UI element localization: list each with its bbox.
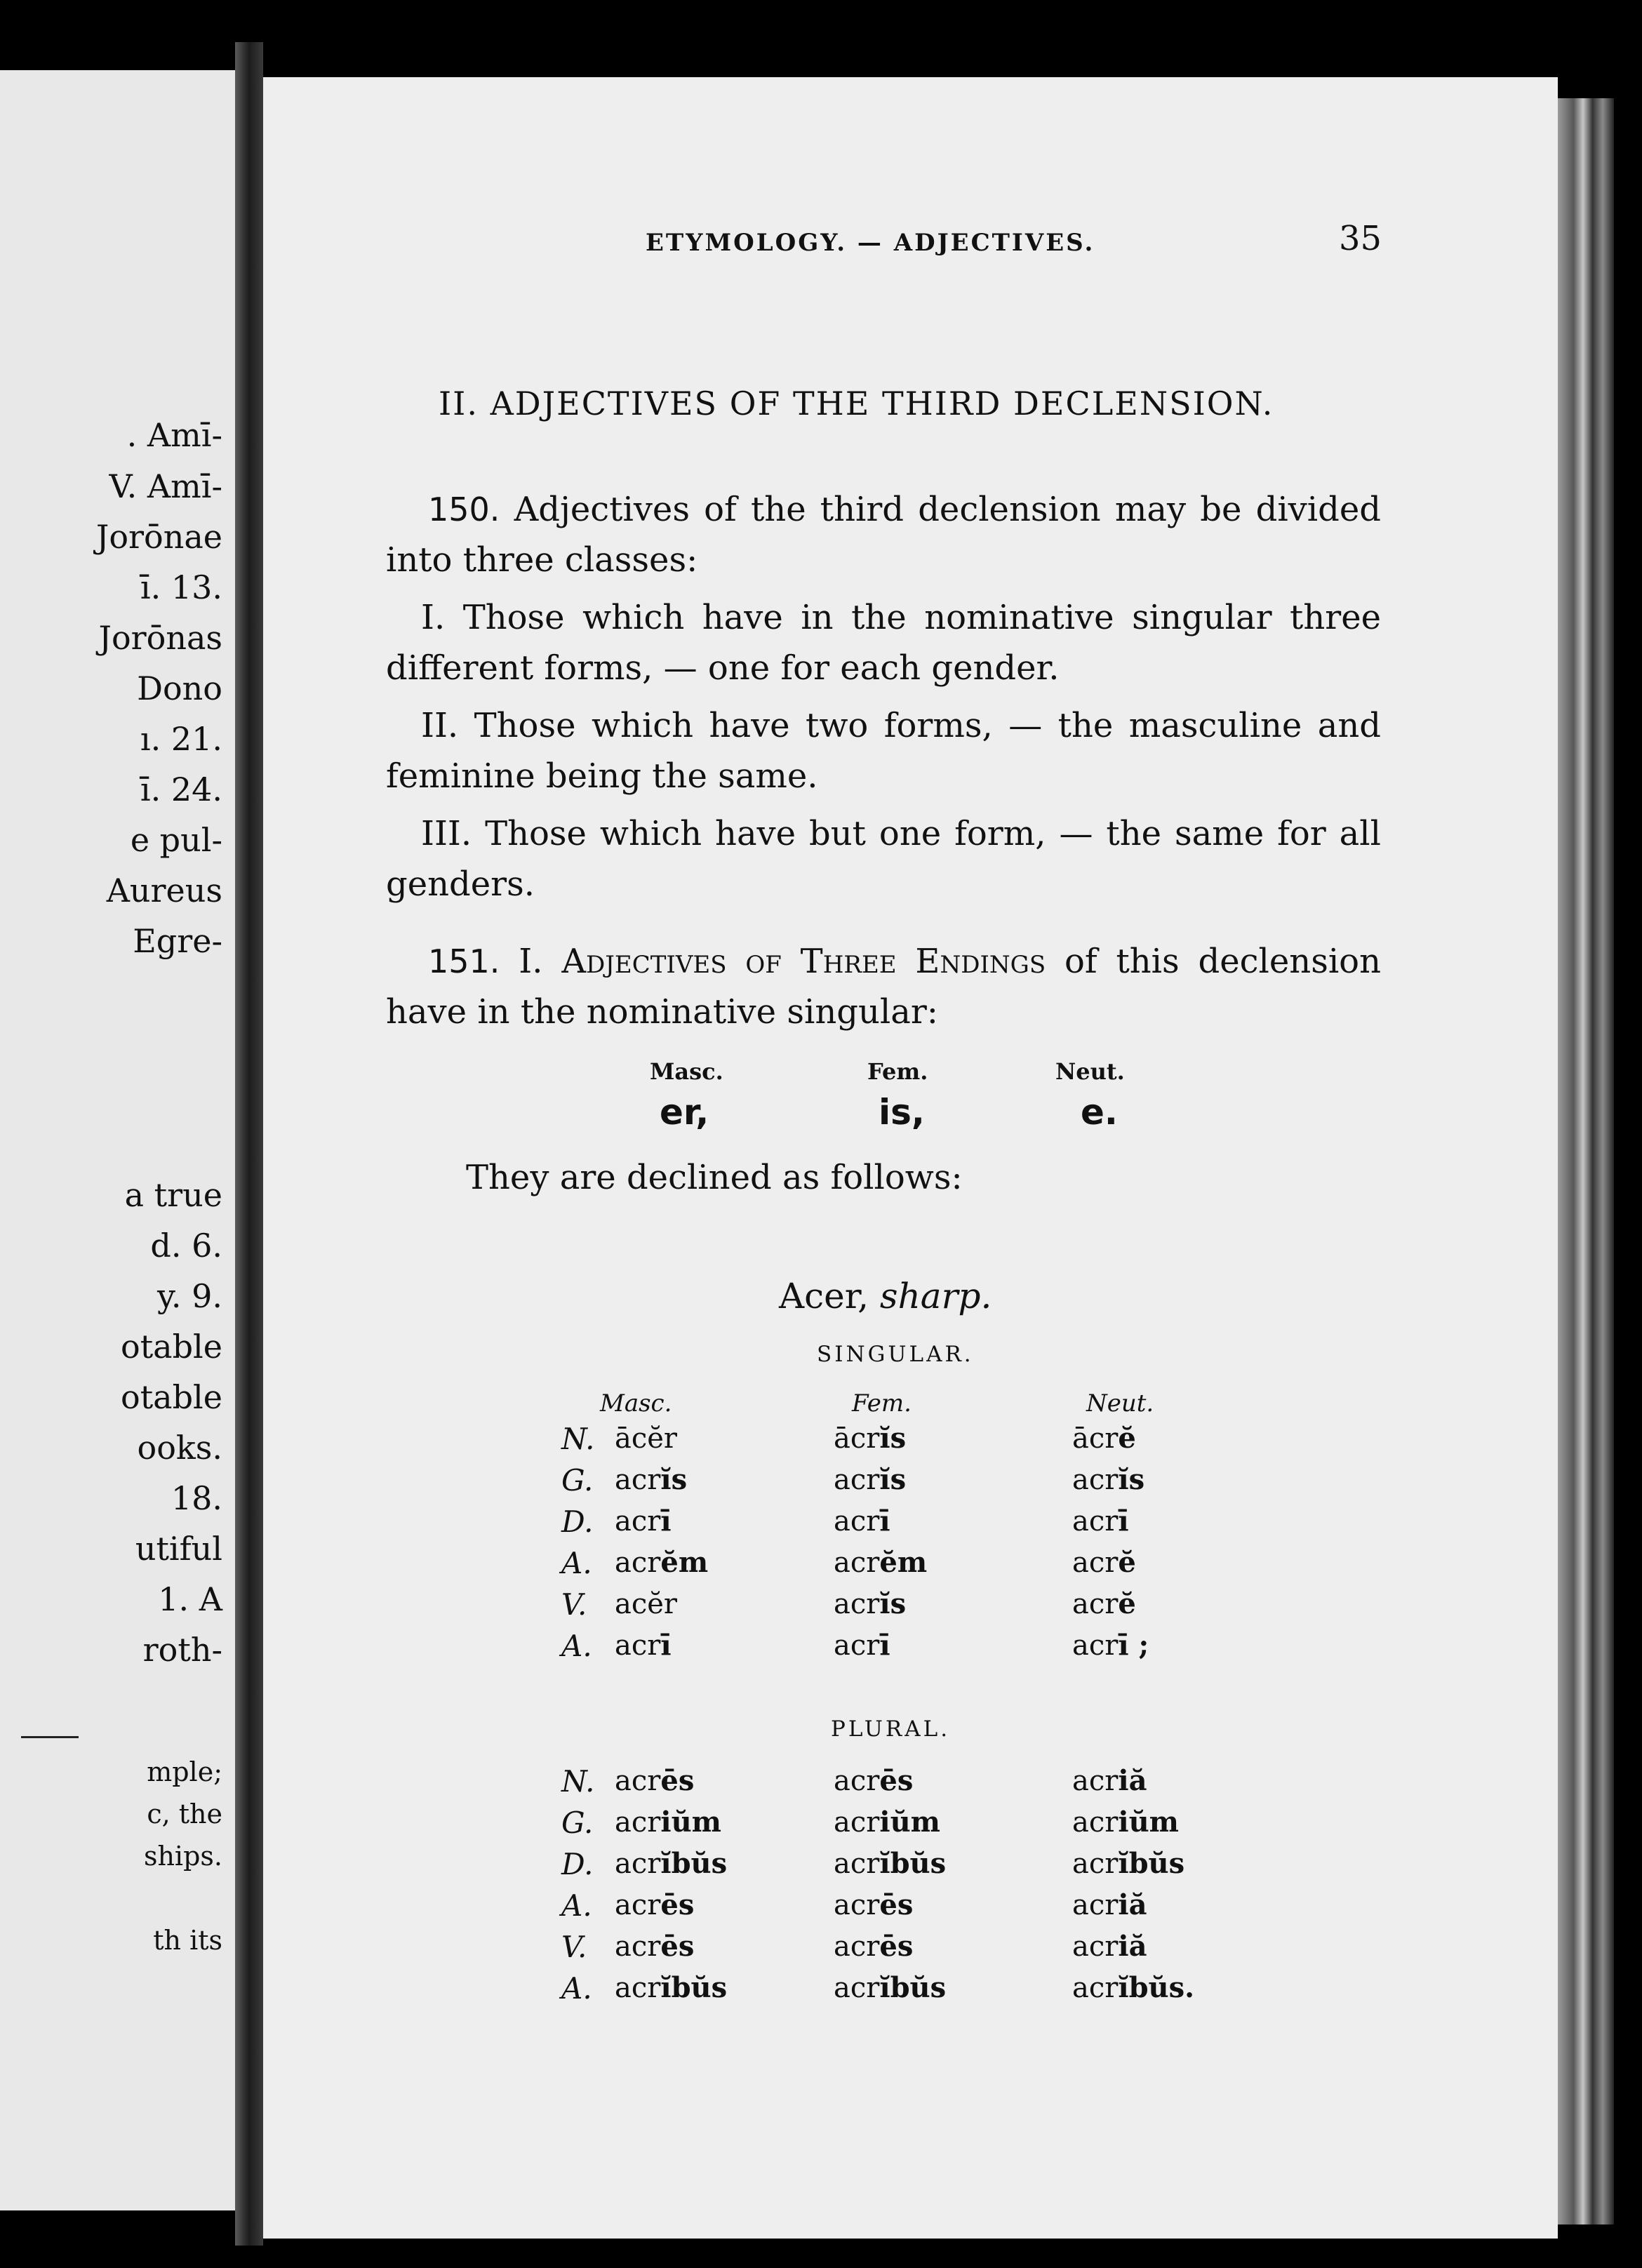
form-masc	[615, 1764, 694, 1797]
case-abbr: D.	[561, 1505, 594, 1539]
left-fragment: c, the	[147, 1799, 222, 1829]
ending: ĕ	[1118, 1422, 1136, 1455]
form-masc	[615, 1463, 687, 1496]
page-number: 35	[1339, 219, 1382, 258]
case-abbr: A.	[561, 1629, 592, 1663]
form-neut	[1072, 1930, 1147, 1963]
case-abbr: G.	[561, 1806, 594, 1840]
ending: ī	[879, 1629, 890, 1662]
stem: ācr	[834, 1422, 880, 1455]
stem: ācr	[1072, 1422, 1119, 1455]
stem: acĕr	[615, 1588, 678, 1620]
form-neut	[1072, 1971, 1194, 2004]
stem: acr	[615, 1806, 661, 1839]
ending: ēs	[660, 1764, 695, 1797]
class-numeral: I.	[519, 942, 543, 981]
stem: acr	[1072, 1765, 1119, 1797]
form-masc	[615, 1971, 727, 2004]
form-masc	[615, 1806, 721, 1839]
paragraph-150	[386, 484, 1381, 585]
form-fem	[834, 1505, 890, 1537]
ending: ĭbŭs	[879, 1847, 947, 1880]
stem: acr	[834, 1972, 880, 2004]
form-masc	[615, 1587, 677, 1620]
left-fragment: th its	[153, 1925, 222, 1956]
case-abbr: N.	[561, 1764, 595, 1799]
ending: ĕm	[660, 1546, 709, 1579]
ending: ēs	[879, 1764, 914, 1797]
case-label	[561, 1546, 603, 1580]
page-edges	[1558, 98, 1614, 2224]
form-neut	[1072, 1888, 1147, 1921]
stem: acr	[1072, 1547, 1119, 1579]
left-fragment: Jorōnas	[98, 619, 222, 657]
left-fragment: mple;	[147, 1756, 222, 1787]
stem: acr	[834, 1464, 880, 1496]
left-fragment: a true	[124, 1176, 222, 1214]
stem: acr	[615, 1972, 661, 2004]
left-fragment: 18.	[171, 1479, 222, 1517]
stem: acr	[1072, 1972, 1119, 2004]
ending-masc: er,	[660, 1092, 709, 1133]
section-title: II. ADJECTIVES OF THE THIRD DECLENSION.	[439, 385, 1274, 422]
form-neut	[1072, 1629, 1149, 1662]
paragraph-text: Adjectives of the third declension may be divided into three classes:	[386, 490, 1381, 580]
plural-label: PLURAL.	[831, 1716, 951, 1742]
stem: acr	[834, 1889, 880, 1921]
ending: ĭbŭs	[660, 1971, 728, 2004]
section-number: 150.	[428, 491, 500, 528]
stem: acr	[615, 1889, 661, 1921]
ending: ĭs	[879, 1587, 907, 1620]
form-masc	[615, 1930, 694, 1963]
col-masc-label: Masc.	[600, 1389, 672, 1418]
ending: iă	[1118, 1764, 1147, 1797]
stem: ācĕr	[615, 1422, 678, 1455]
ending: ĭbŭs.	[1118, 1971, 1195, 2004]
case-label	[561, 1847, 603, 1881]
ending: ĭs	[1118, 1463, 1145, 1496]
ending: ī ;	[1118, 1629, 1149, 1662]
stem: acr	[615, 1464, 661, 1496]
stem: acr	[834, 1588, 880, 1620]
paradigm-word: Acer,	[779, 1276, 869, 1316]
stem: acr	[834, 1848, 880, 1880]
col-fem-label: Fem.	[852, 1389, 912, 1418]
left-fragment: d. 6.	[150, 1227, 222, 1265]
form-fem	[834, 1888, 913, 1921]
form-neut	[1072, 1806, 1179, 1839]
stem: acr	[1072, 1889, 1119, 1921]
stem: acr	[834, 1765, 880, 1797]
form-masc	[615, 1546, 708, 1579]
case-abbr: V.	[561, 1587, 587, 1622]
ending: ēs	[660, 1888, 695, 1921]
section-number: 151.	[428, 942, 500, 980]
class-item: I. Those which have in the nominative singular three different forms, — one for each gender.	[386, 598, 1381, 688]
stem: acr	[615, 1505, 661, 1537]
case-label	[561, 1463, 603, 1497]
ending: iă	[1118, 1888, 1147, 1921]
left-fragment: e pul-	[130, 821, 222, 859]
form-neut	[1072, 1463, 1144, 1496]
ending: ĕm	[879, 1546, 928, 1579]
left-fragment: 1. A	[158, 1580, 222, 1618]
ending: ĭbŭs	[1118, 1847, 1185, 1880]
form-fem	[834, 1806, 940, 1839]
form-neut	[1072, 1505, 1129, 1537]
stem: acr	[834, 1547, 880, 1579]
smallcaps-term: Adjectives of Three Endings	[561, 942, 1046, 981]
stem: acr	[1072, 1806, 1119, 1839]
stem: acr	[834, 1930, 880, 1963]
stem: acr	[1072, 1588, 1119, 1620]
left-fragment: ships.	[143, 1841, 222, 1872]
ending: ēs	[879, 1888, 914, 1921]
form-fem	[834, 1971, 946, 2004]
left-fragment: Dono	[137, 669, 222, 707]
case-label	[561, 1806, 603, 1840]
stem: acr	[834, 1806, 880, 1839]
form-neut	[1072, 1764, 1147, 1797]
form-neut	[1072, 1847, 1184, 1880]
stem: acr	[1072, 1505, 1119, 1537]
case-abbr: A.	[561, 1971, 592, 2006]
form-neut	[1072, 1587, 1136, 1620]
case-label	[561, 1629, 603, 1663]
left-fragment: Aureus	[106, 872, 222, 909]
case-label	[561, 1930, 603, 1964]
left-fragment: y. 9.	[156, 1277, 222, 1315]
paragraph-text: of this declension have in the nominative singular:	[386, 942, 1381, 1032]
case-abbr: V.	[561, 1930, 587, 1964]
stem: acr	[1072, 1848, 1119, 1880]
col-neut-label: Neut.	[1086, 1389, 1154, 1418]
stem: acr	[1072, 1464, 1119, 1496]
ending: ī	[660, 1505, 672, 1537]
book-gutter	[235, 42, 263, 2246]
form-neut	[1072, 1546, 1136, 1579]
left-fragment: . Amī-	[126, 416, 222, 454]
endings-neut-label: Neut.	[1055, 1058, 1125, 1085]
stem: acr	[1072, 1629, 1119, 1662]
case-label	[561, 1422, 603, 1456]
ending: ēs	[879, 1930, 914, 1963]
form-fem	[834, 1463, 906, 1496]
form-fem	[834, 1930, 913, 1963]
class-item: III. Those which have but one form, — the same for all genders.	[386, 814, 1381, 904]
case-label	[561, 1505, 603, 1539]
stem: acr	[615, 1547, 661, 1579]
ending: ēs	[660, 1930, 695, 1963]
case-abbr: D.	[561, 1847, 594, 1881]
case-label	[561, 1971, 603, 2006]
ending: iŭm	[660, 1806, 721, 1839]
form-masc	[615, 1422, 677, 1455]
class-item: II. Those which have two forms, — the masculine and feminine being the same.	[386, 706, 1381, 796]
ending: ī	[1118, 1505, 1129, 1537]
ending: ī	[660, 1629, 672, 1662]
left-fragment: V. Amī-	[109, 467, 222, 505]
paradigm-meaning: sharp.	[879, 1276, 992, 1316]
case-label	[561, 1888, 603, 1923]
left-facing-page	[0, 70, 235, 2210]
declined-intro: They are declined as follows:	[466, 1158, 963, 1197]
ending: ĭs	[660, 1463, 688, 1496]
form-masc	[615, 1505, 672, 1537]
ending: ĭbŭs	[660, 1847, 728, 1880]
case-abbr: N.	[561, 1422, 595, 1456]
footnote-rule	[21, 1736, 79, 1738]
ending: iă	[1118, 1930, 1147, 1963]
form-neut	[1072, 1422, 1136, 1455]
ending: ĕ	[1118, 1546, 1136, 1579]
stem: acr	[1072, 1930, 1119, 1963]
running-head: ETYMOLOGY. — ADJECTIVES.	[646, 229, 1095, 257]
endings-fem-label: Fem.	[867, 1058, 928, 1085]
left-fragment: ı. 21.	[140, 720, 222, 758]
form-fem	[834, 1629, 890, 1662]
left-fragment: ī. 13.	[140, 568, 222, 606]
form-fem	[834, 1587, 906, 1620]
form-fem	[834, 1764, 913, 1797]
ending: iŭm	[1118, 1806, 1179, 1839]
left-fragment: otable	[121, 1328, 222, 1366]
ending-fem: is,	[879, 1092, 925, 1133]
left-fragment: roth-	[142, 1631, 222, 1669]
case-abbr: A.	[561, 1888, 592, 1923]
paragraph-151	[386, 936, 1381, 1037]
ending: ĭs	[879, 1463, 907, 1496]
case-abbr: A.	[561, 1546, 592, 1580]
case-label	[561, 1764, 603, 1799]
form-fem	[834, 1546, 927, 1579]
stem: acr	[615, 1930, 661, 1963]
left-fragment: Egre-	[133, 922, 222, 960]
form-fem	[834, 1847, 946, 1880]
stem: acr	[615, 1765, 661, 1797]
left-fragment: Jorōnae	[95, 518, 222, 556]
left-fragment: otable	[121, 1378, 222, 1416]
ending: ĭbŭs	[879, 1971, 947, 2004]
form-masc	[615, 1888, 694, 1921]
paradigm-title	[779, 1276, 992, 1316]
ending: ĭs	[879, 1422, 907, 1455]
endings-masc-label: Masc.	[650, 1058, 723, 1085]
stem: acr	[834, 1505, 880, 1537]
left-fragment: ī. 24.	[140, 771, 222, 808]
case-label	[561, 1587, 603, 1622]
stem: acr	[615, 1629, 661, 1662]
form-masc	[615, 1629, 672, 1662]
left-fragment: ooks.	[137, 1429, 222, 1467]
stem: acr	[834, 1629, 880, 1662]
ending-neut: e.	[1081, 1092, 1118, 1133]
ending: iŭm	[879, 1806, 940, 1839]
ending: ī	[879, 1505, 890, 1537]
case-abbr: G.	[561, 1463, 594, 1497]
form-masc	[615, 1847, 727, 1880]
stem: acr	[615, 1848, 661, 1880]
singular-label: SINGULAR.	[817, 1342, 974, 1367]
left-fragment: utiful	[135, 1530, 222, 1568]
ending: ĕ	[1118, 1587, 1136, 1620]
form-fem	[834, 1422, 906, 1455]
